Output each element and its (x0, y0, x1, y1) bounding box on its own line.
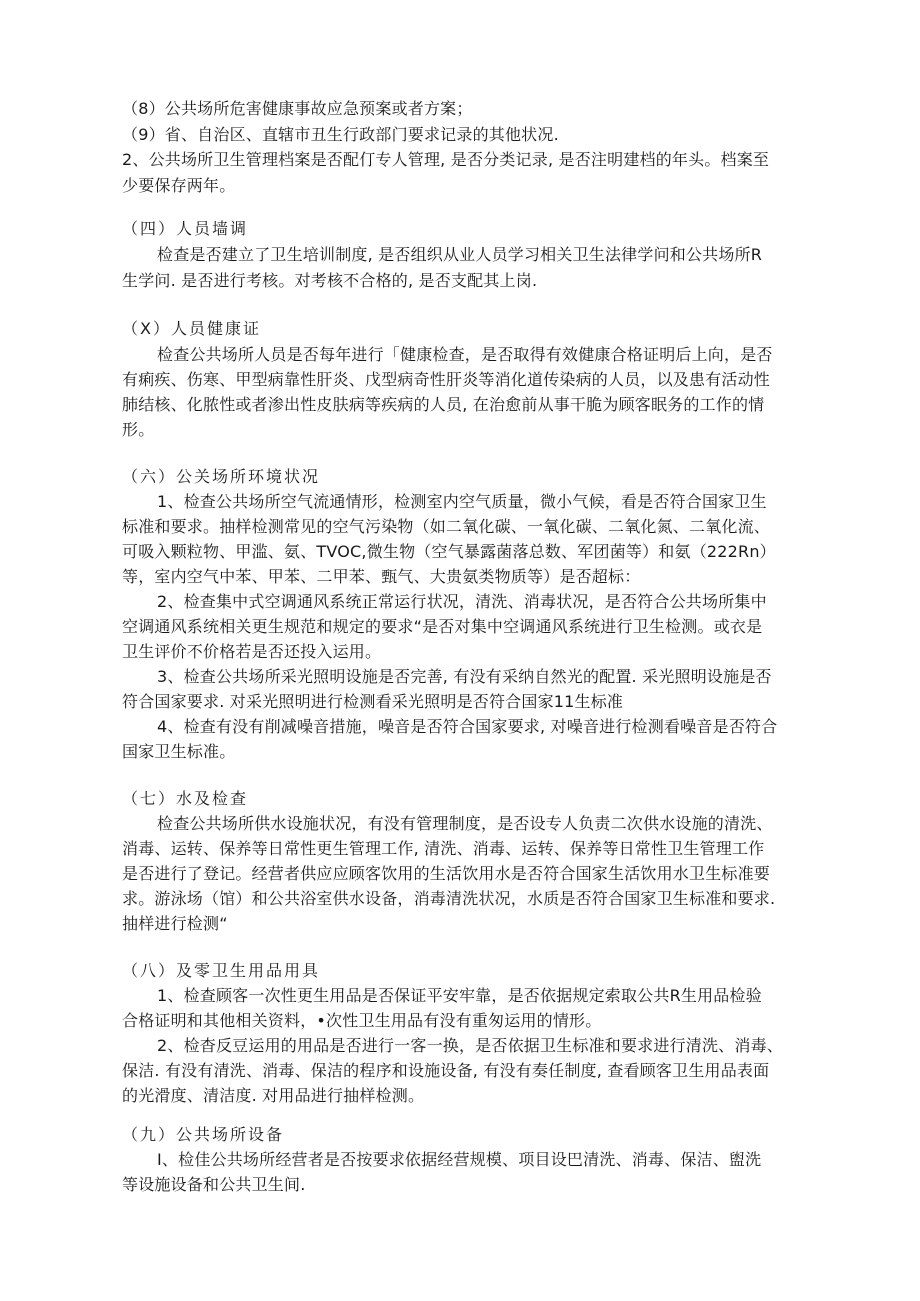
paragraph-air-cont: 可吸入颗粒物、甲滥、氨、TVOC,微生物（空气暴露菌落总数、军团菌等）和氨（222Rn） (122, 542, 776, 561)
paragraph-archive-management: 2、公共场所卫生管理档案是否配仃专人管理, 是否分类记录, 是否注明建档的年头。档案至 (122, 150, 770, 169)
section-heading-6: （六）公关场所环境状况 (122, 467, 321, 486)
section-heading-4: （四）人员墙调 (122, 219, 249, 238)
section-heading-5: （X）人员健康证 (122, 319, 261, 338)
list-item-8: （8）公共场所危害健康事故应急预案或者方案； (122, 99, 473, 118)
paragraph-water-cont: 消毒、运转、保养等日常性更生管理工作, 清洗、消毒、运转、保养等日常性卫生管理工作 (122, 839, 765, 858)
section-heading-7: （七）水及检查 (122, 789, 249, 808)
list-item-9: （9）省、自治区、直辖市丑生行政部门要求记录的其他状况. (122, 125, 559, 144)
paragraph-health-cert-cont: 肺结核、化脓性或者渗出性皮肤病等疾病的人员, 在治愈前从事干脆为顾客眠务的工作的情 (122, 395, 765, 414)
paragraph-air-cont: 等，室内空气中苯、甲苯、二甲苯、甄气、大贵氨类物质等）是否超标： (122, 567, 641, 586)
paragraph-health-cert-cont: 形。 (122, 420, 155, 439)
paragraph-hvac-cont: 空调通风系统相关更生规范和规定的要求“是否对集中空调通风系统进行卫生检测。或衣是 (122, 617, 763, 636)
paragraph-air: 1、检查公共场所空气流通情形，检测室内空气质量，微小气候，看是否符合国家卫生 (157, 492, 767, 511)
paragraph-reusables-cont: 的光滑度、清洁度. 对用品进行抽样检测。 (122, 1086, 425, 1105)
paragraph-archive-management-cont: 少要保存两年。 (122, 176, 236, 195)
section-heading-8: （八）及零卫生用品用具 (122, 961, 321, 980)
paragraph-water: 检查公共场所供水设施状况，有没有管理制度，是否设专人负责二次供水设施的清洗、 (157, 814, 773, 833)
paragraph-hvac: 2、检查集中式空调通风系统正常运行状况，清洗、消毒状况，是否符合公共场所集中 (157, 592, 767, 611)
section-heading-9: （九）公共场所设备 (122, 1125, 285, 1144)
paragraph-disposables-cont: 合格证明和其他相关资料，•次性卫生用品有没有重匆运用的情形。 (122, 1011, 602, 1030)
paragraph-training-cont: 生学问. 是否进行考核。对考核不合格的, 是否支配其上岗. (122, 271, 538, 290)
paragraph-water-cont: 求。游泳场（馆）和公共浴室供水设备，消毒清洗状况，水质是否符合国家卫生标准和要求. (122, 889, 776, 908)
paragraph-health-cert: 检查公共场所人员是否每年进行「健康检查，是否取得有效健康合格证明后上向，是否 (157, 345, 773, 364)
paragraph-water-cont: 是否进行了登记。经营者供应应顾客饮用的生活饮用水是否符合国家生活饮用水卫生标准要 (122, 864, 771, 883)
paragraph-reusables: 2、检杳反豆运用的用品是否进行一客一换，是否依据卫生标准和要求进行清洗、消毒、 (157, 1036, 783, 1055)
paragraph-lighting: 3、检查公共场所采光照明设施是否完善, 有没有采纳自然光的配置. 采光照明设施是否 (157, 667, 772, 686)
paragraph-noise: 4、检查有没有削减噪音措施，噪音是否符合国家要求, 对噪音进行检测看噪音是否符合 (157, 717, 778, 736)
paragraph-health-cert-cont: 有痢疾、伤寒、甲型病靠性肝炎、戊型病奇性肝炎等消化道传染病的人员，以及患有活动性 (122, 370, 771, 389)
paragraph-disposables: 1、检查顾客一次性更生用品是否保证平安牢靠，是否依据规定索取公共R生用品检验 (157, 986, 762, 1005)
paragraph-hvac-cont: 卫生评价不价格若是否还投入运用。 (122, 642, 382, 661)
paragraph-water-cont: 抽样进行检测“ (122, 914, 228, 933)
paragraph-equipment: I、检佳公共场所经营者是否按要求依据经营规模、项目设巴清洗、消毒、保洁、盥洗 (157, 1150, 762, 1169)
paragraph-noise-cont: 国家卫生标准。 (122, 742, 236, 761)
paragraph-lighting-cont: 符合国家要求. 对采光照明进行检测看采光照明是否符合国家11生标准 (122, 692, 624, 711)
paragraph-air-cont: 标准和要求。抽样检测常见的空气污染物（如二氧化碳、一氧化碳、二氧化氮、二氧化流、 (122, 517, 771, 536)
paragraph-equipment-cont: 等设施设备和公共卫生间. (122, 1175, 306, 1194)
paragraph-reusables-cont: 保洁. 有没有清洗、消毒、保洁的程序和设施设备, 有没有奏任制度, 查看顾客卫生用品表面 (122, 1061, 770, 1080)
paragraph-training: 检查是否建立了卫生培训制度, 是否组织从业人员学习相关卫生法律学问和公共场所R (157, 245, 763, 264)
